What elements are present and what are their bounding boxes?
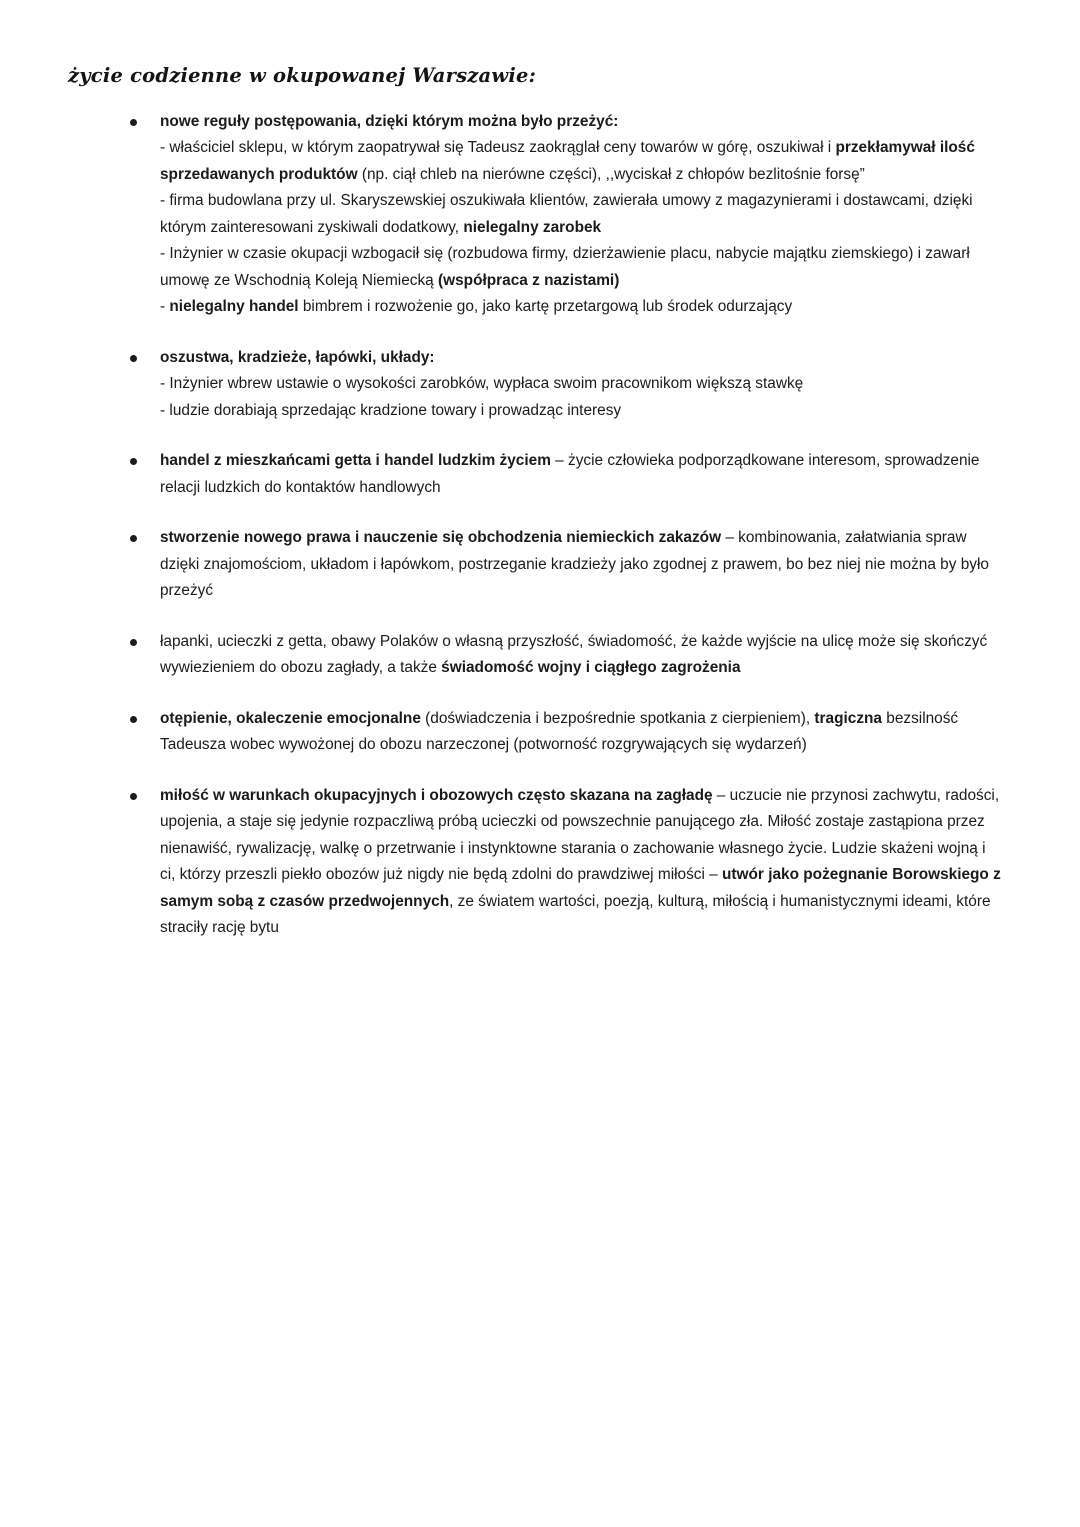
list-item — [124, 345, 1002, 424]
body-text: - firma budowlana przy ul. Skaryszewskiej oszukiwała klientów, zawierała umowy z magazynierami i dostawcami, dzięki którym zainteresowani zyskiwali dodatkowy, — [160, 192, 973, 236]
list-item — [124, 448, 1002, 501]
body-text: - — [160, 298, 170, 316]
emphasis-text: świadomość wojny i ciągłego zagrożenia — [441, 659, 741, 677]
body-text: - ludzie dorabiają sprzedając kradzione towary i prowadząc interesy — [160, 401, 622, 419]
list-item-lead: otępienie, okaleczenie emocjonalne — [160, 709, 421, 727]
list-item-lead: oszustwa, kradzieże, łapówki, układy: — [160, 348, 435, 366]
body-text: łapanki, ucieczki z getta, obawy Polaków o własną przyszłość, świadomość, że każde wyjście na ulicę może się skończyć wywiezieniem do obozu zagłady, a także — [160, 632, 988, 677]
emphasis-text: nielegalny handel — [169, 298, 299, 316]
body-text: - właściciel sklepu, w którym zaopatrywał się Tadeusz zaokrąglał ceny towarów w górę, oszukiwał i — [160, 139, 836, 157]
body-text: (np. ciął chleb na nierówne części), ,,wyciskał z chłopów bezlitośnie forsę” — [357, 165, 865, 183]
list-item-text — [160, 633, 987, 676]
page-title: życie codzienne w okupowanej Warszawie: — [68, 64, 536, 87]
list-item-subline — [160, 188, 1002, 241]
list-item-subline — [160, 294, 1002, 320]
list-item — [124, 783, 1002, 942]
body-text: bezsilność Tadeusza wobec wywożonej do obozu narzeczonej (potworność rozgrywających się wydarzeń) — [160, 709, 959, 754]
list-item-lead: handel z mieszkańcami getta i handel ludzkim życiem — [160, 452, 551, 470]
body-text: – kombinowania, załatwiania spraw dzięki znajomościom, układom i łapówkom, postrzeganie kradzieży jako zgodnej z prawem, bo bez niej nie można by było przeżyć — [160, 529, 989, 600]
list-item-subline — [160, 371, 1002, 397]
emphasis-text: (współpraca z nazistami) — [438, 271, 620, 289]
notes-bullet-list — [62, 109, 1002, 942]
body-text: bimbrem i rozwożenie go, jako kartę przetargową lub środek odurzający — [298, 298, 793, 316]
emphasis-text: tragiczna — [814, 709, 882, 727]
list-item-subline — [160, 241, 1002, 294]
list-item-text — [160, 787, 1001, 936]
list-item-lead: miłość w warunkach okupacyjnych i obozowych często skazana na zagładę — [160, 786, 713, 804]
list-item-lead: stworzenie nowego prawa i nauczenie się obchodzenia niemieckich zakazów — [160, 529, 722, 547]
list-item — [124, 706, 1002, 759]
body-text: – życie człowieka podporządkowane interesom, sprowadzenie relacji ludzkich do kontaktów handlowych — [160, 452, 980, 496]
list-item-subline — [160, 135, 1002, 188]
list-item-subline — [160, 398, 1002, 424]
list-item — [124, 629, 1002, 682]
list-item-lead: nowe reguły postępowania, dzięki którym można było przeżyć: — [160, 113, 619, 130]
emphasis-text: utwór jako pożegnanie Borowskiego z samym sobą z czasów przedwojennych — [160, 866, 1001, 910]
body-text: (doświadczenia i bezpośrednie spotkania z cierpieniem), — [420, 709, 815, 727]
body-text: - Inżynier w czasie okupacji wzbogacił się (rozbudowa firmy, dzierżawienie placu, nabycie majątku ziemskiego) i zawarł umowę ze Wschodnią Koleją Niemiecką — [160, 245, 970, 289]
list-item — [124, 109, 1002, 321]
body-text: – uczucie nie przynosi zachwytu, radości, upojenia, a staje się jedynie rozpaczliwą próbą ucieczki od powszechnie panującego zła. Miłość zostaje zastąpiona przez nienawiść, rywalizację, walkę o przetrwanie i instynktowne starania o zachowanie własnego życie. Ludzie skażeni wojną i ci, którzy przeszli piekło obozów już nigdy nie będą zdolni do prawdziwej miłości – — [160, 786, 1000, 884]
emphasis-text: przekłamywał ilość sprzedawanych produktów — [160, 139, 975, 183]
emphasis-text: nielegalny zarobek — [463, 218, 602, 236]
body-text: - Inżynier wbrew ustawie o wysokości zarobków, wypłaca swoim pracownikom większą stawkę — [160, 375, 804, 393]
list-item — [124, 525, 1002, 604]
body-text: , ze światem wartości, poezją, kulturą, miłością i humanistycznymi ideami, które straciły rację bytu — [160, 892, 991, 937]
